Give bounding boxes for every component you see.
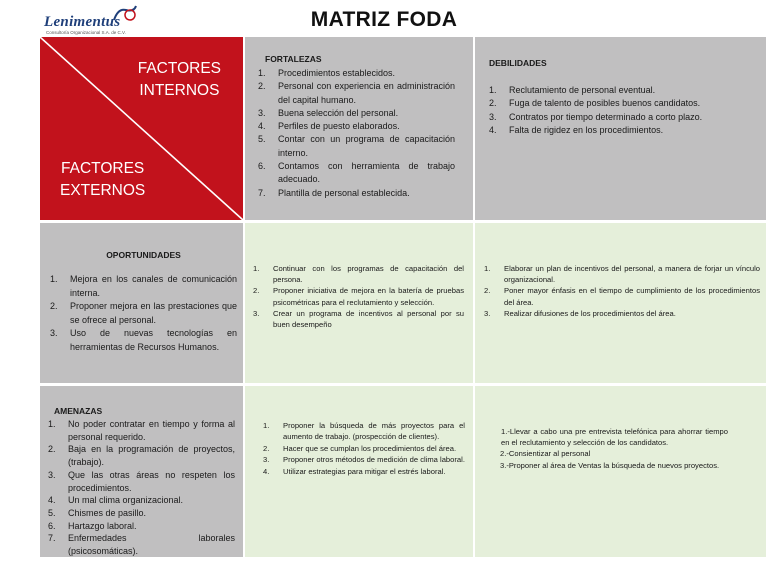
fortalezas-list — [258, 67, 455, 200]
amenazas-title: AMENAZAS — [54, 406, 103, 416]
internal-factors-label — [138, 58, 221, 102]
list-item: Crear un programa de incentivos al personal por su buen desempeño — [273, 308, 464, 330]
fortalezas-title: FORTALEZAS — [265, 54, 322, 64]
factors-corner — [40, 37, 243, 220]
list-item: Falta de rigidez en los procedimientos. — [509, 125, 664, 136]
oportunidades-title: OPORTUNIDADES — [106, 250, 181, 260]
list-item: Un mal clima organizacional. — [68, 495, 184, 506]
internal-factors-line2: INTERNOS — [139, 82, 220, 99]
external-factors-line1: FACTORES — [61, 160, 145, 177]
list-item: Utilizar estrategias para mitigar el estrés laboral. — [283, 466, 446, 476]
list-item: Proponer iniciativa de mejora en la batería de pruebas psicométricas para el reclutamiento y selección. — [273, 286, 464, 307]
external-factors-label — [60, 158, 145, 202]
list-item: Proponer otros métodos de medición de clima laboral. — [283, 455, 465, 465]
list-item: Enfermedades laborales (psicosomáticas). — [68, 533, 235, 557]
list-item: Realizar difusiones de los procedimientos del área. — [504, 308, 676, 318]
do-strategies-list — [484, 263, 760, 319]
swot-matrix — [40, 37, 766, 557]
fo-strategies-cell — [245, 223, 473, 383]
list-item: Contar con un programa de capacitación interno. — [278, 134, 455, 158]
fortalezas-cell — [245, 37, 473, 220]
da-strategy-2: 2.-Consientizar al personal — [500, 449, 591, 459]
da-strategy-1: 1.-Llevar a cabo una pre entrevista telefónica para ahorrar tiempo en el reclutamiento y selección de los candidatos. — [501, 427, 728, 448]
list-item: Poner mayor énfasis en el tiempo de cumplimiento de los procedimientos del área. — [504, 286, 760, 307]
list-item: Reclutamiento de personal eventual. — [509, 85, 656, 95]
amenazas-list — [48, 418, 235, 558]
fa-strategies-list — [263, 420, 465, 477]
logo-tagline: Consultoría Organizacional S.A. de C.V. — [46, 30, 126, 35]
da-strategies-cell — [475, 386, 766, 557]
list-item: Plantilla de personal establecida. — [278, 187, 410, 198]
list-item: Chismes de pasillo. — [68, 507, 147, 518]
debilidades-title: DEBILIDADES — [489, 58, 547, 68]
debilidades-list — [489, 84, 714, 138]
debilidades-cell — [475, 37, 766, 220]
list-item: Baja en la programación de proyectos, (trabajo). — [68, 444, 235, 468]
page-title: MATRIZ FODA — [310, 8, 458, 31]
list-item: Perfiles de puesto elaborados. — [278, 121, 400, 132]
list-item: Hacer que se cumplan los procedimientos del área. — [283, 443, 457, 453]
list-item: Uso de nuevas tecnologías en herramientas de Recursos Humanos. — [70, 328, 237, 352]
list-item: Procedimientos establecidos. — [278, 68, 396, 78]
list-item: Contratos por tiempo determinado a corto plazo. — [509, 111, 703, 122]
list-item: Que las otras áreas no respeten los procedimientos. — [68, 469, 235, 493]
internal-factors-line1: FACTORES — [137, 60, 221, 77]
external-factors-line2: EXTERNOS — [60, 182, 146, 199]
list-item: Buena selección del personal. — [278, 107, 399, 118]
list-item: Personal con experiencia en administración del capital humano. — [278, 81, 455, 105]
do-strategies-cell — [475, 223, 766, 383]
list-item: No poder contratar en tiempo y forma al personal requerido. — [68, 419, 235, 442]
logo-wordmark: Lenimentus — [44, 14, 121, 30]
list-item: Hartazgo laboral. — [68, 520, 137, 531]
list-item: Contamos con herramienta de trabajo adecuado. — [278, 161, 455, 185]
list-item: Proponer mejora en las prestaciones que se ofrece al personal. — [70, 301, 237, 325]
fa-strategies-cell — [245, 386, 473, 557]
oportunidades-list — [50, 273, 237, 354]
list-item: Mejora en los canales de comunicación interna. — [70, 274, 237, 298]
fo-strategies-list — [253, 263, 464, 330]
amenazas-cell — [40, 386, 243, 557]
oportunidades-cell — [40, 223, 243, 383]
list-item: Proponer la búsqueda de más proyectos para el aumento de trabajo. (prospección de clientes). — [283, 421, 465, 442]
list-item: Continuar con los programas de capacitación del persona. — [273, 264, 464, 285]
da-strategy-3: 3.-Proponer al área de Ventas la búsqueda de nuevos proyectos. — [500, 460, 720, 470]
list-item: Fuga de talento de posibles buenos candidatos. — [509, 98, 701, 109]
list-item: Elaborar un plan de incentivos del personal, a manera de forjar un vínculo organizacional. — [504, 264, 760, 285]
